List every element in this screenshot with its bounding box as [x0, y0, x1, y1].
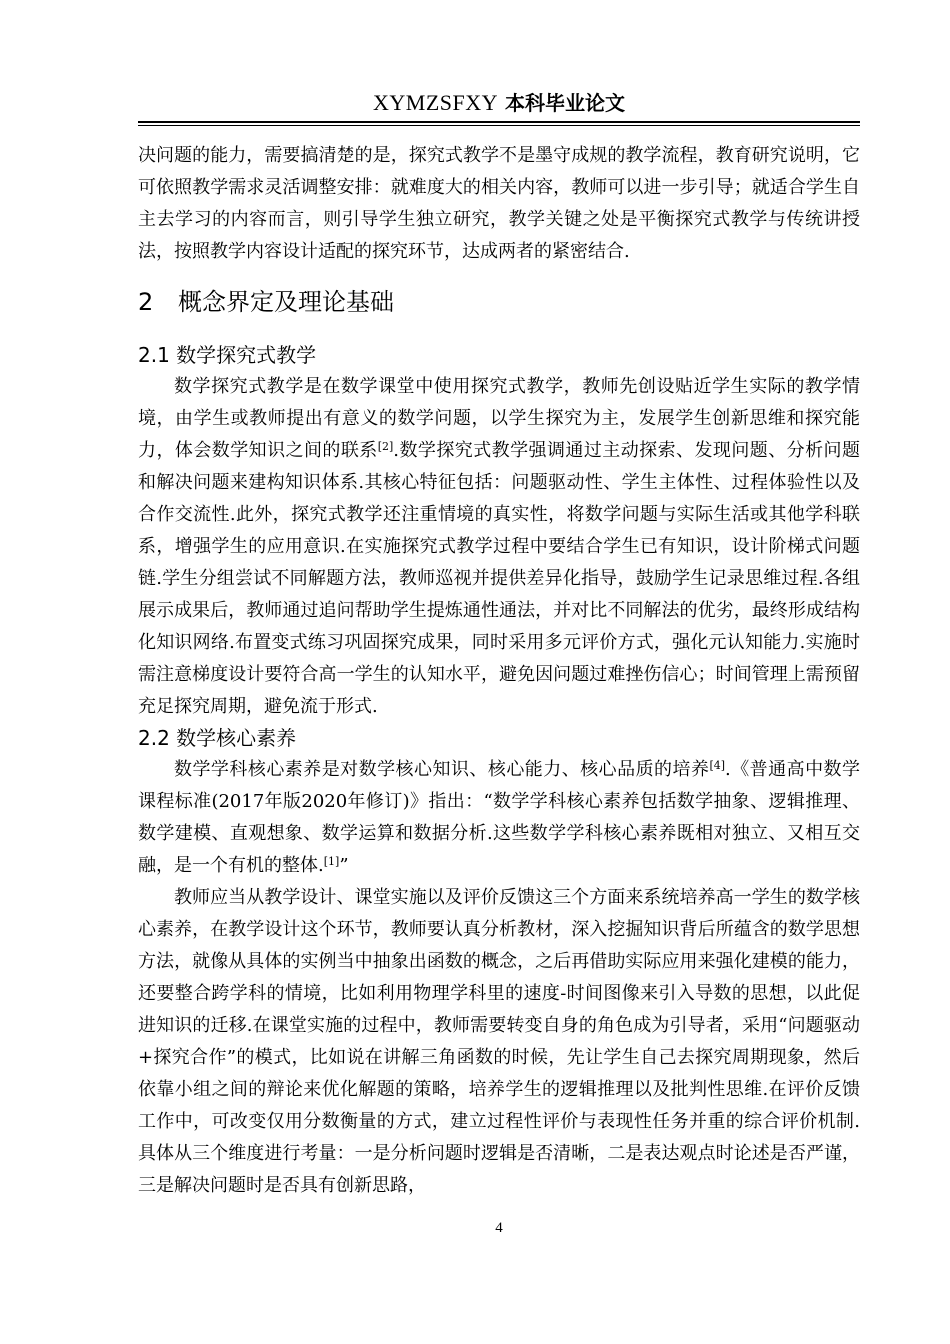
header-latin: XYMZSFXY	[372, 90, 499, 115]
paragraph-text: .《普通高中数学课程标准(2017年版2020年修订)》指出：“数学学科核心素养包括数学抽象、逻辑推理、数学建模、直观想象、数学运算和数据分析.这些数学学科核心素养既相对独立、又相互交融，是一个有机的整体.	[138, 759, 860, 876]
paragraph-core-literacy	[138, 754, 860, 882]
paragraph-text: .数学探究式教学强调通过主动探索、发现问题、分析问题和解决问题来建构知识体系.其核心特征包括：问题驱动性、学生主体性、过程体验性以及合作交流性.此外，探究式教学还注重情境的真实性，将数学问题与实际生活或其他学科联系，增强学生的应用意识.在实施探究式教学过程中要结合学生已有知识，设计阶梯式问题链.学生分组尝试不同解题方法，教师巡视并提供差异化指导，鼓励学生记录思维过程.各组展示成果后，教师通过追问帮助学生提炼通性通法，并对比不同解法的优劣，最终形成结构化知识网络.布置变式练习巩固探究成果，同时采用多元评价方式，强化元认知能力.实施时需注意梯度设计要符合高一学生的认知水平，避免因问题过难挫伤信心；时间管理上需预留充足探究周期，避免流于形式.	[138, 440, 860, 717]
section-number: 2	[138, 288, 154, 316]
header-rule-thick	[138, 121, 860, 123]
intro-paragraph: 决问题的能力，需要搞清楚的是，探究式教学不是墨守成规的教学流程，教育研究说明，它可依照教学需求灵活调整安排：就难度大的相关内容，教师可以进一步引导；就适合学生自主去学习的内容而言，则引导学生独立研究，教学关键之处是平衡探究式教学与传统讲授法，按照教学内容设计适配的探究环节，达成两者的紧密结合.	[138, 145, 860, 262]
subsection-heading-2-2: 2.2 数学核心素养	[138, 726, 297, 750]
paragraph-text: 数学探究式教学是在数学课堂中使用探究式教学，教师先创设贴近学生实际的教学情境，由学生或教师提出有意义的数学问题，以学生探究为主，发展学生创新思维和探究能力，体会数学知识之间的联系	[138, 376, 860, 461]
citation-ref: [2]	[377, 440, 394, 453]
header-rule-thin	[138, 125, 860, 126]
citation-ref: [4]	[709, 759, 726, 772]
section-title: 概念界定及理论基础	[178, 288, 394, 316]
header-title: 本科毕业论文	[505, 91, 626, 115]
section-heading	[138, 284, 394, 320]
citation-ref: [1]	[323, 855, 340, 868]
subsection-heading-2-1: 2.1 数学探究式教学	[138, 343, 317, 367]
running-header	[138, 88, 860, 119]
paragraph-inquiry-teaching	[138, 371, 860, 723]
paragraph-teacher-cultivation: 教师应当从教学设计、课堂实施以及评价反馈这三个方面来系统培养高一学生的数学核心素养，在教学设计这个环节，教师要认真分析教材，深入挖掘知识背后所蕴含的数学思想方法，就像从具体的实例当中抽象出函数的概念，之后再借助实际应用来强化建模的能力，还要整合跨学科的情境，比如利用物理学科里的速度-时间图像来引入导数的思想，以此促进知识的迁移.在课堂实施的过程中，教师需要转变自身的角色成为引导者，采用“问题驱动+探究合作”的模式，比如说在讲解三角函数的时候，先让学生自己去探究周期现象，然后依靠小组之间的辩论来优化解题的策略，培养学生的逻辑推理以及批判性思维.在评价反馈工作中，可改变仅用分数衡量的方式，建立过程性评价与表现性任务并重的综合评价机制.具体从三个维度进行考量：一是分析问题时逻辑是否清晰，二是表达观点时论述是否严谨，三是解决问题时是否具有创新思路，	[138, 887, 860, 1196]
page-number: 4	[495, 1220, 503, 1236]
closing-quote: ”	[339, 855, 349, 876]
paragraph-text: 数学学科核心素养是对数学核心知识、核心能力、核心品质的培养	[174, 759, 710, 780]
